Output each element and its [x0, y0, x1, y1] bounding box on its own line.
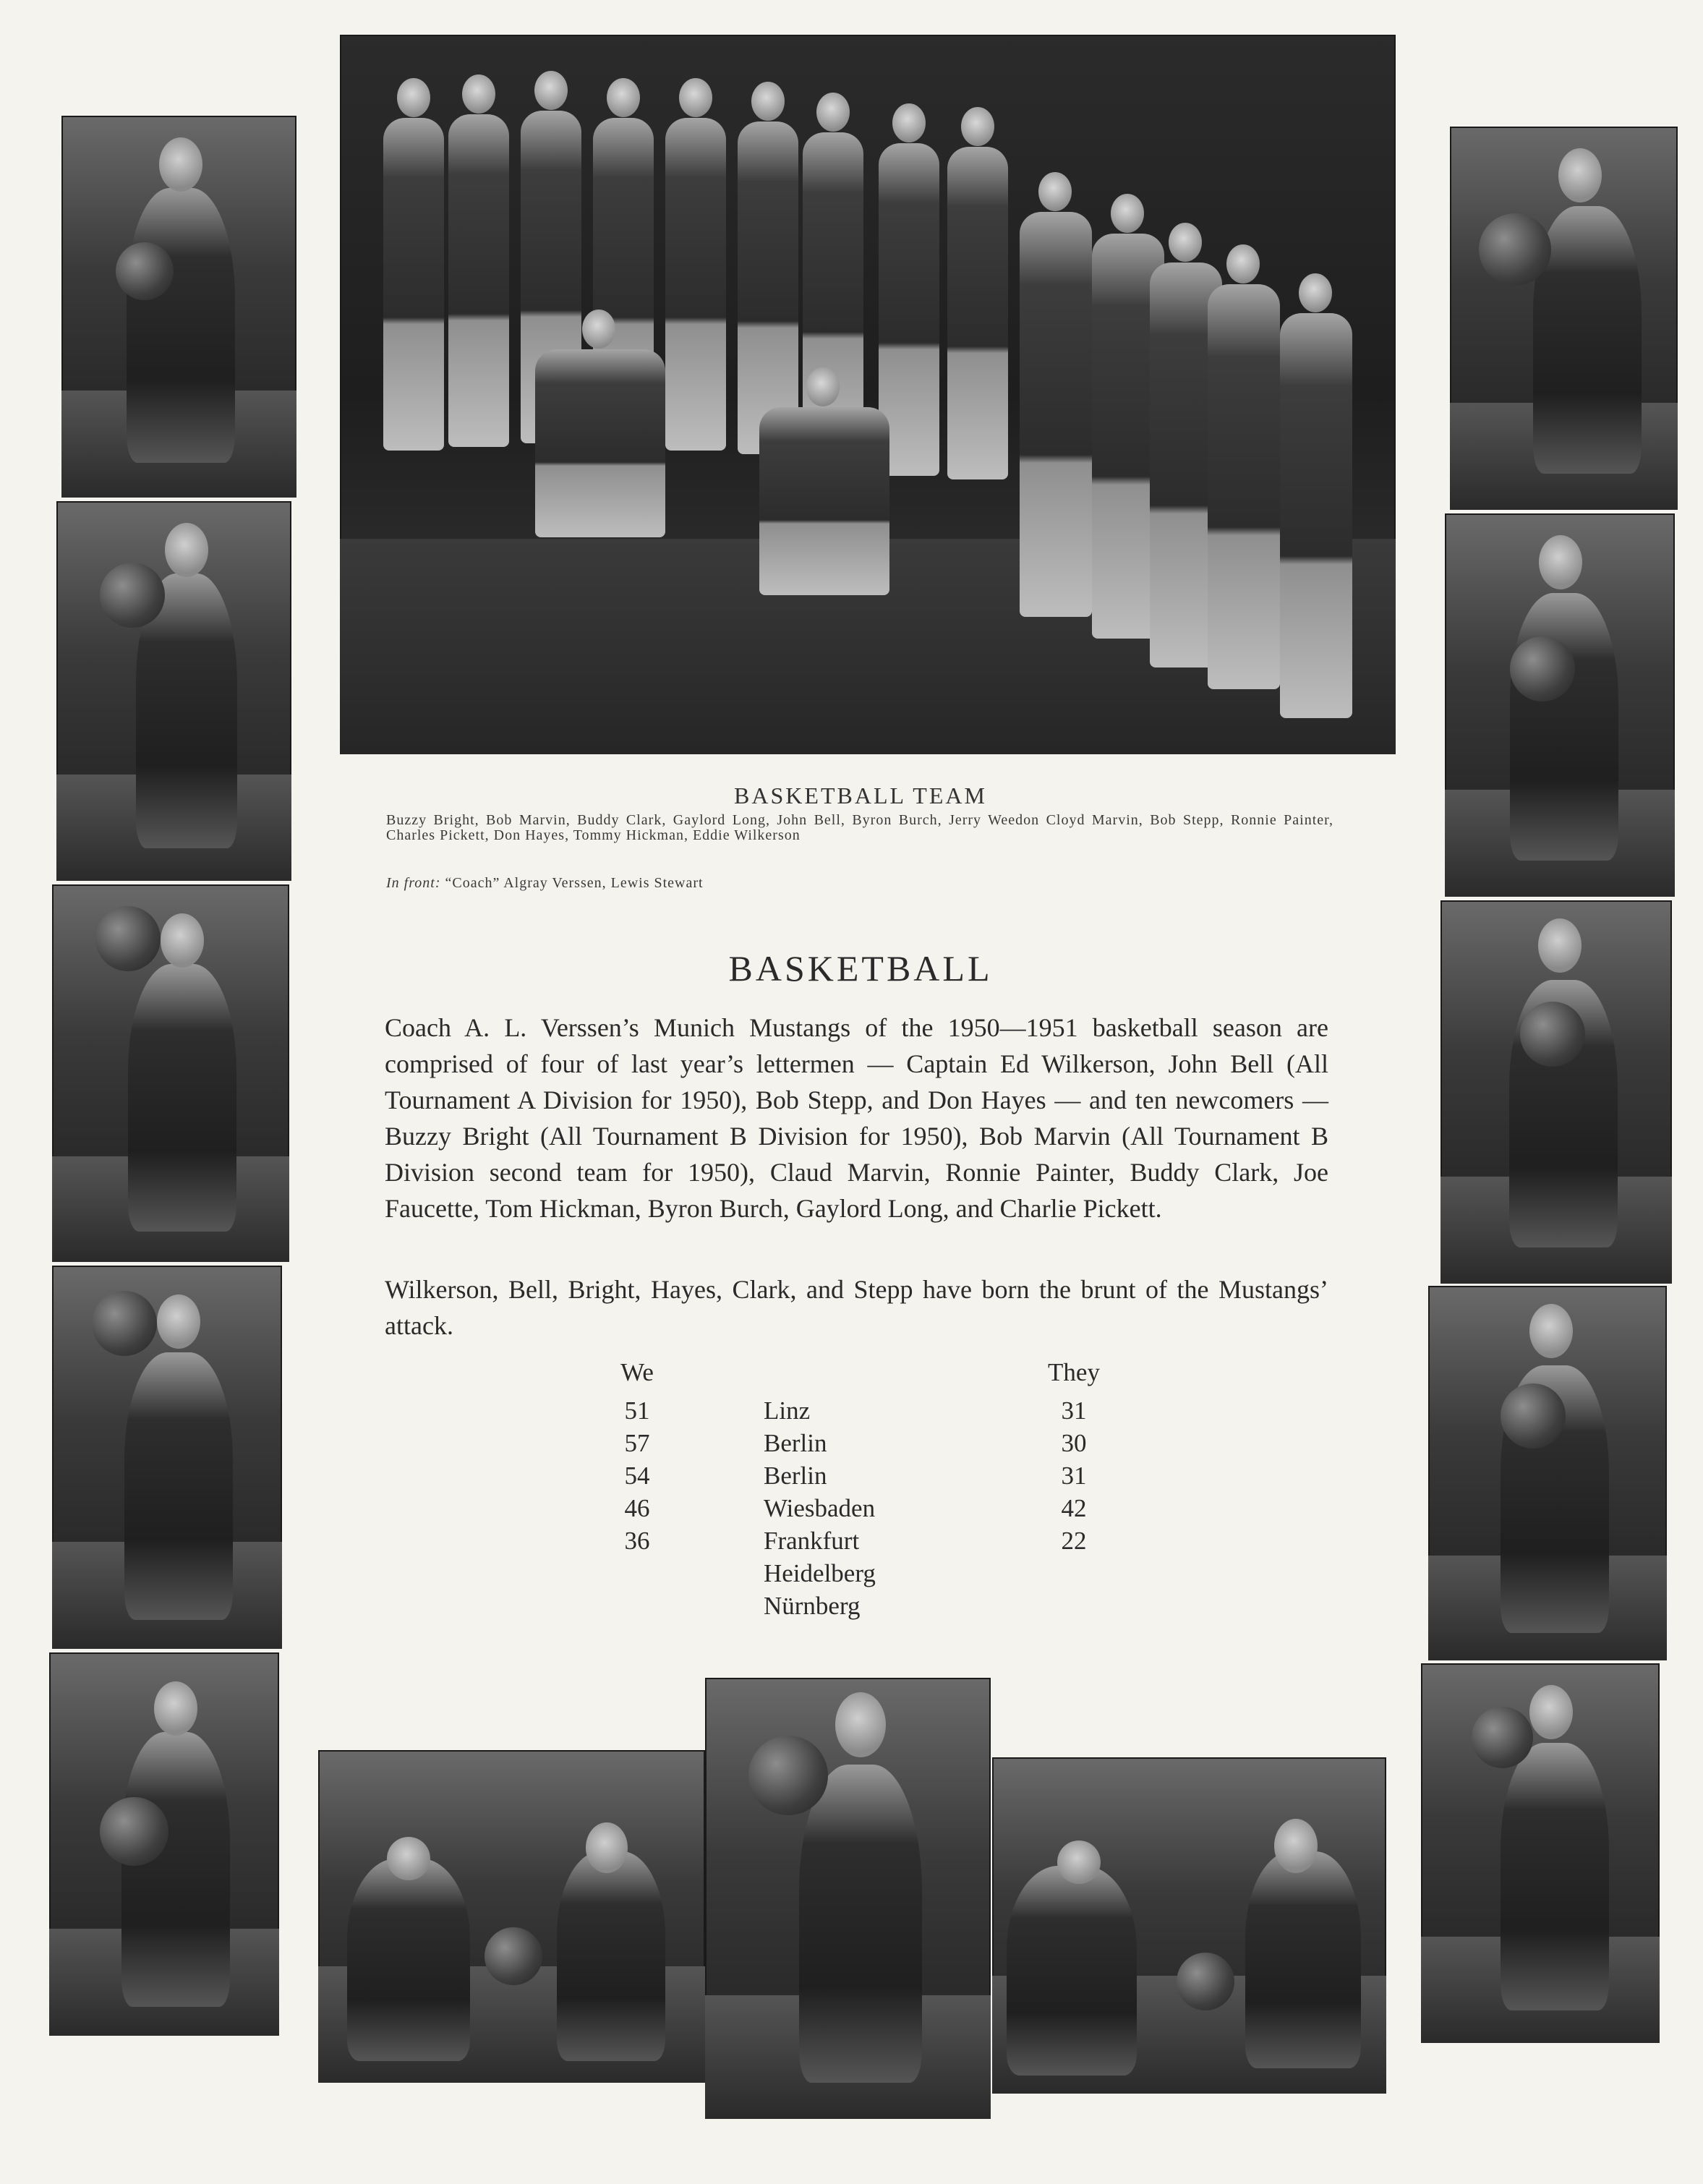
team-member-head — [397, 78, 430, 117]
team-member-head — [1111, 194, 1144, 233]
score-they: 22 — [1061, 1527, 1087, 1555]
opponent-name: Nürnberg — [764, 1592, 861, 1620]
article-paragraph-1: Coach A. L. Verssen’s Munich Mustangs of the 1950—1951 basketball season are comprised of four of last year’s lettermen — Captain Ed Wilkerson, John Bell (All Tournament A Division for 1950), Bob Stepp, and Don Hayes — and ten newcomers — Buzzy Bright (All Tournament B Division for 1950), Bob Marvin (All Tournament B Division second team for 1950), Claud Marvin, Ronnie Painter, Buddy Clark, Joe Faucette, Tom Hickman, Byron Burch, Gaylord Long, and Charlie Pickett. — [385, 1013, 1328, 1223]
article-heading: BASKETBALL — [728, 948, 993, 989]
score-we: 51 — [624, 1396, 650, 1425]
team-member-figure — [738, 121, 798, 454]
player-photo-right-5 — [1421, 1663, 1660, 2043]
jump-ball-photo-left — [318, 1750, 705, 2083]
team-member-head — [1226, 244, 1260, 283]
opponent-name: Frankfurt — [764, 1527, 860, 1555]
team-member-head — [1038, 172, 1072, 211]
player-photo-right-4 — [1428, 1286, 1667, 1660]
team-member-figure — [383, 118, 444, 451]
team-member-figure — [448, 114, 509, 447]
team-photo — [340, 35, 1396, 754]
player-photo-right-2 — [1445, 513, 1675, 897]
team-member-figure — [1208, 284, 1280, 689]
player-photo-right-3 — [1440, 900, 1672, 1284]
player-photo-left-1 — [61, 116, 296, 498]
player-photo-right-1 — [1450, 127, 1678, 510]
team-caption-title: BASKETBALL TEAM — [734, 782, 987, 809]
shooter-photo-center — [705, 1678, 991, 2119]
score-they: 30 — [1061, 1429, 1087, 1457]
score-they: 42 — [1061, 1494, 1087, 1522]
team-member-figure — [1280, 313, 1352, 718]
team-caption-front-names: “Coach” Algray Verssen, Lewis Stewart — [445, 875, 704, 891]
scores-we-column — [612, 1356, 662, 1557]
kneeling-figure-head — [806, 367, 840, 406]
score-we: 36 — [624, 1527, 650, 1555]
jump-ball-photo-right — [992, 1757, 1386, 2094]
team-member-figure — [665, 118, 726, 451]
score-they: 31 — [1061, 1396, 1087, 1425]
team-caption-names: Buzzy Bright, Bob Marvin, Buddy Clark, Gaylord Long, John Bell, Byron Burch, Jerry Weedon Cloyd Marvin, Bob Stepp, Ronnie Painter, Charles Pickett, Don Hayes, Tommy Hickman, Eddie Wilkerson — [386, 812, 1333, 843]
team-member-head — [679, 78, 712, 117]
opponent-name: Heidelberg — [764, 1559, 876, 1587]
opponent-name: Berlin — [764, 1462, 827, 1490]
kneeling-figure — [759, 407, 889, 595]
team-member-figure — [1020, 212, 1092, 617]
kneeling-figure-head — [582, 310, 615, 349]
opponent-name: Wiesbaden — [764, 1494, 876, 1522]
team-member-head — [607, 78, 640, 117]
team-member-head — [1299, 273, 1332, 312]
scores-we-header: We — [620, 1358, 654, 1386]
team-member-head — [462, 74, 495, 114]
team-member-figure — [947, 147, 1008, 479]
opponent-name: Berlin — [764, 1429, 827, 1457]
article-paragraph-2: Wilkerson, Bell, Bright, Hayes, Clark, and Stepp have born the brunt of the Mustangs’ attack. — [385, 1275, 1328, 1340]
player-photo-left-2 — [56, 501, 291, 881]
score-we: 57 — [624, 1429, 650, 1457]
player-photo-left-4 — [52, 1266, 282, 1649]
player-photo-left-3 — [52, 884, 289, 1262]
team-member-head — [816, 93, 850, 132]
team-member-head — [961, 107, 994, 146]
score-we: 54 — [624, 1462, 650, 1490]
scores-they-header: They — [1048, 1358, 1100, 1386]
team-member-head — [1169, 223, 1202, 262]
team-caption-front-label: In front: — [386, 875, 441, 891]
score-they: 31 — [1061, 1462, 1087, 1490]
player-photo-left-5 — [49, 1652, 279, 2036]
team-member-head — [751, 82, 785, 121]
opponent-name: Linz — [764, 1396, 811, 1425]
score-we: 46 — [624, 1494, 650, 1522]
scores-opponent-column — [764, 1356, 876, 1622]
scores-they-column — [1038, 1356, 1110, 1557]
team-member-head — [892, 103, 926, 142]
team-member-head — [534, 71, 568, 110]
team-caption-front — [386, 875, 704, 892]
kneeling-figure — [535, 349, 665, 537]
